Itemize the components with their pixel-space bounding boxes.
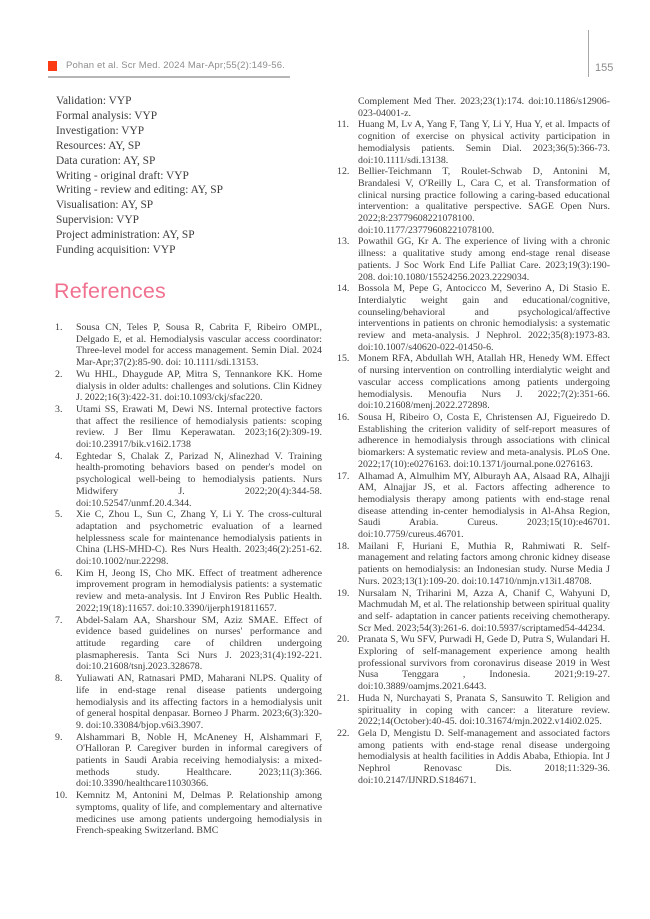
reference-item — [55, 404, 322, 451]
reference-number: 2. — [55, 368, 63, 380]
reference-text: Bellier-Teichmann T, Roulet-Schwab D, Antonini M, Brandalesi V, O'Reilly L, Cara C, et al. Transformation of clinical nursing practice following a caring-based educational intervention: a qualitative perspective. SAGE Open Nurs. 2022;8:23779608221078100. doi:10.1177/23779608221078100. — [358, 166, 610, 236]
contribution-line: Data curation: AY, SP — [56, 154, 156, 167]
contribution-line: Writing - review and editing: AY, SP — [56, 184, 223, 197]
reference-item — [55, 451, 322, 510]
contribution-line: Investigation: VYP — [56, 124, 145, 137]
reference-item — [55, 732, 322, 791]
reference-text: Sousa H, Ribeiro O, Costa E, Christensen AJ, Figueiredo D. Establishing the criterion validity of self-report measures of adherence in hemodialysis through associations with clinical biomarkers: A systematic review and meta-analysis. PLoS One. 2022;17(10):e0276163. doi:10.1371/journal.pone.0276163. — [358, 411, 610, 470]
contribution-line: Funding acquisition: VYP — [56, 244, 176, 257]
reference-text: Sousa CN, Teles P, Sousa R, Cabrita F, Ribeiro OMPL, Delgado E, et al. Hemodialysis vascular access coordinator: Three-level model for access management. Semin Dial. 2024 Mar-Apr;37(2):85-90. doi: 10.1111/sdi.13153. — [76, 322, 322, 369]
reference-number: 17. — [337, 470, 350, 482]
reference-text: Monem RFA, Abdullah WH, Atallah HR, Henedy WM. Effect of nursing intervention on controlling interdialytic weight and vascular access complications among patients undergoing hemodialysis. Menoufia Nurs J. 2022;7(2):351-66. doi:10.21608/menj.2022.272898. — [358, 353, 610, 412]
reference-text: Gela D, Mengistu D. Self-management and associated factors among patients with end-stage renal disease undergoing hemodialysis at health facilities in Addis Ababa, Ethiopia. Int J Nephrol Renovasc Dis. 2018;11:329-36. doi:10.2147/IJNRD.S184671. — [358, 727, 610, 786]
reference-number: 8. — [55, 673, 63, 685]
contribution-line: Visualisation: AY, SP — [56, 199, 154, 212]
reference-number: 11. — [337, 119, 349, 131]
reference-number: 3. — [55, 403, 63, 415]
references-column-right-items — [337, 119, 610, 786]
reference-text: Xie C, Zhou L, Sun C, Zhang Y, Li Y. The cross-cultural adaptation and psychometric evaluation of a learned helplessness scale for maintenance hemodialysis patients in China (LHS-MHD-C). Res Nurs Health. 2023;46(2):251-62. doi:10.1002/nur.22298. — [76, 509, 322, 568]
reference-text: Yuliawati AN, Ratnasari PMD, Maharani NLPS. Quality of life in end-stage renal disease patients undergoing hemodialysis and its affecting factors in a hemodialysis unit of general hospital denpasar. Borneo J Pharm. 2023;6(3):320-9. doi:10.33084/bjop.v6i3.3907. — [76, 673, 322, 731]
reference-text: Kim H, Jeong IS, Cho MK. Effect of treatment adherence improvement program in hemodialysis patients: a systematic review and meta-analysis. Int J Environ Res Public Health. 2022;19(18):11657. doi:10.3390/ijerph191811657. — [76, 567, 322, 614]
reference-item — [337, 634, 610, 693]
reference-item — [55, 568, 322, 615]
reference-number: 6. — [55, 567, 63, 579]
reference-number: 22. — [337, 727, 350, 739]
header-rule — [48, 76, 290, 78]
reference-number: 15. — [337, 353, 350, 365]
reference-text: Alshammari B, Noble H, McAneney H, Alshammari F, O'Halloran P. Caregiver burden in informal caregivers of patients in Saudi Arabia receiving hemodialysis: a mixed-methods study. Healthcare. 2023;11(3):366. doi:10.3390/healthcare11030366. — [76, 731, 322, 790]
reference-text: Huda N, Nurchayati S, Pranata S, Sansuwito T. Religion and spirituality in coping with cancer: a literature review. 2022;14(October):40-45. doi:10.31674/mjn.2022.v14i02.025. — [358, 692, 610, 728]
reference-number: 20. — [337, 634, 350, 646]
reference-item — [337, 119, 610, 166]
reference-item — [55, 615, 322, 674]
reference-number: 5. — [55, 509, 63, 521]
reference-text: Alhamad A, Almulhim MY, Alburayh AA, Alsaad RA, Alhajji AM, Alnajjar JS, et al. Factors affecting adherence to hemodialysis therapy among patients with end-stage renal disease attending in-center hemodialysis in Al-Ahsa Region, Saudi Arabia. Cureus. 2023;15(10):e46701. doi:10.7759/cureus.46701. — [358, 470, 610, 541]
reference-text: Abdel-Salam AA, Sharshour SM, Aziz SMAE. Effect of evidence based guidelines on nurses' performance and attitude regarding care of children undergoing plasmapheresis. Tanta Sci Nurs J. 2023;31(4):192-221. doi:10.21608/tsnj.2023.328678. — [76, 614, 322, 673]
references-heading: References — [54, 279, 166, 303]
reference-item — [337, 471, 610, 541]
contribution-line: Project administration: AY, SP — [56, 229, 195, 242]
reference-item — [337, 693, 610, 728]
reference-item — [55, 369, 322, 404]
page-number: 155 — [595, 62, 614, 74]
reference-item — [337, 412, 610, 471]
reference-item — [337, 541, 610, 588]
reference-number: 9. — [55, 731, 63, 743]
reference-number: 14. — [337, 283, 350, 295]
reference-item — [337, 588, 610, 635]
reference-item — [337, 283, 610, 353]
references-column-right — [337, 96, 610, 786]
contribution-line: Writing - original draft: VYP — [56, 169, 189, 182]
reference-number: 12. — [337, 166, 350, 178]
reference-text: Bossola M, Pepe G, Antocicco M, Severino A, Di Stasio E. Interdialytic weight gain and educational/cognitive, counseling/behavioral and psychological/affective interventions in patients on chronic hemodialysis: a systematic review and meta-analysis. J Nephrol. 2022;35(8):1973-83. doi:10.1007/s40620-022-01450-6. — [358, 283, 610, 353]
contribution-line: Supervision: VYP — [56, 214, 140, 227]
reference-text: Wu HHL, Dhaygude AP, Mitra S, Tennankore KK. Home dialysis in older adults: challenges and solutions. Clin Kidney J. 2022;16(3):422-31. doi:10.1093/ckj/sfac220. — [76, 368, 322, 404]
reference-item — [337, 236, 610, 283]
reference-item — [337, 728, 610, 787]
reference-number: 13. — [337, 236, 350, 248]
reference-item — [337, 353, 610, 412]
reference-item — [55, 790, 322, 837]
reference-text: Nursalam N, Triharini M, Azza A, Chanif C, Wahyuni D, Machmudah M, et al. The relationship between spiritual quality and self- adaptation in cancer patients receiving chemotherapy. Scr Med. 2023;54(3):261-6. doi:10.5937/scriptamed54-44234. — [358, 587, 610, 634]
reference-number: 18. — [337, 540, 350, 552]
references-column-left — [55, 322, 322, 837]
reference-number: 16. — [337, 411, 350, 423]
contribution-line: Validation: VYP — [56, 95, 132, 107]
accent-square-icon — [48, 61, 57, 71]
reference-number: 10. — [55, 790, 68, 802]
reference-item — [55, 673, 322, 732]
running-header — [48, 60, 285, 71]
header-citation: Pohan et al. Scr Med. 2024 Mar-Apr;55(2):149-56. — [66, 60, 285, 71]
contribution-line: Formal analysis: VYP — [56, 109, 158, 122]
reference-text: Kemnitz M, Antonini M, Delmas P. Relationship among symptoms, quality of life, and complementary and alternative medicines use among patients undergoing hemodialysis in French-speaking Switzerland. BMC — [76, 790, 322, 837]
reference-item — [55, 322, 322, 369]
reference-text: Pranata S, Wu SFV, Purwadi H, Gede D, Putra S, Wulandari H. Exploring of self-management experience among health professional survivors from coronavirus disease 2019 in West Nusa Tenggara , Indonesia. 2021;9:19-27. doi:10.3889/oamjms.2021.6443. — [358, 634, 610, 693]
reference-number: 19. — [337, 587, 350, 599]
reference-number: 7. — [55, 614, 63, 626]
page-number-rule — [588, 30, 589, 77]
reference-item — [55, 509, 322, 568]
reference-continuation-text: Complement Med Ther. 2023;23(1):174. doi:10.1186/s12906-023-04001-z. — [358, 96, 610, 119]
reference-text: Powathil GG, Kr A. The experience of living with a chronic illness: a qualitative study among end-stage renal disease patients. J Soc Work End Life Palliat Care. 2023;19(3):190-208. doi:10.1080/15524256.2023.2229034. — [358, 236, 610, 283]
reference-item — [337, 166, 610, 236]
reference-number: 21. — [337, 692, 350, 704]
reference-number: 4. — [55, 450, 63, 462]
reference-number: 1. — [55, 322, 63, 333]
reference-text: Utami SS, Erawati M, Dewi NS. Internal protective factors that affect the resilience of hemodialysis patients: scoping review. J Ber Ilmu Keperawatan. 2023;16(2):309-19. doi:10.23917/bik.v16i2.1738 — [76, 403, 322, 451]
reference-text: Huang M, Lv A, Yang F, Tang Y, Li Y, Hua Y, et al. Impacts of cognition of exercise on physical activity participation in hemodialysis patients. Semin Dial. 2023;36(5):366-73. doi:10.1111/sdi.13138. — [358, 119, 610, 166]
author-contributions-list — [56, 94, 331, 258]
reference-text: Eghtedar S, Chalak Z, Parizad N, Alinezhad V. Training health-promoting behaviors based on pender's model on psychological well-being to hemodialysis patients. Nurs Midwifery J. 2022;20(4):344-58. doi:10.52547/unmf.20.4.344. — [76, 450, 322, 509]
contribution-line: Resources: AY, SP — [56, 139, 141, 152]
reference-text: Mailani F, Huriani E, Muthia R, Rahmiwati R. Self-management and relating factors among chronic kidney disease patients on hemodialysis: an Indonesian study. Nurse Media J Nurs. 2023;13(1):109-20. doi:10.14710/nmjn.v13i1.48708. — [358, 540, 610, 587]
